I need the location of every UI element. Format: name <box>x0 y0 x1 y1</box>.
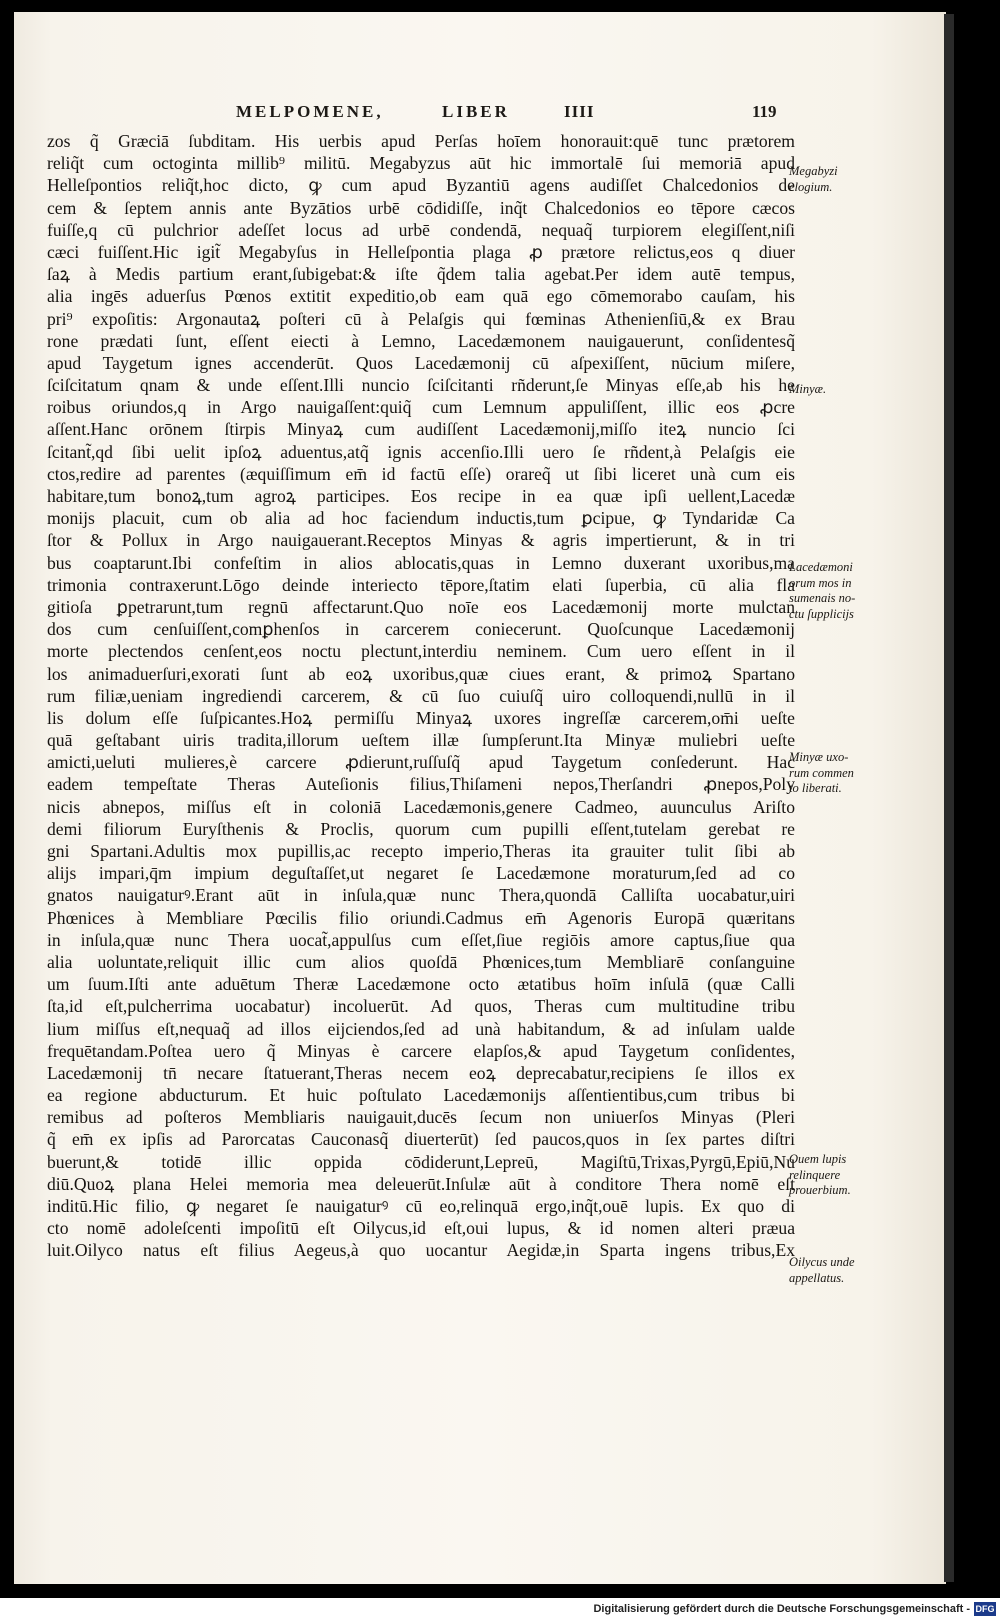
marginal-note-line: Ouem lupis <box>789 1152 847 1166</box>
text-line: diū.Quoꝝ plana Helei memoria mea deleuerūt.Inſulæ aūt à conditore Thera nomē eſt <box>47 1173 795 1194</box>
text-line: zos q̃ Græciā ſubditam. His uerbis apud Perſas hoīem honorauit:quē tunc prætorem <box>47 131 795 151</box>
text-line: frequētandam.Poſtea uero q̃ Minyas è carcere elapſos,& apud Taygetum conſidentes, <box>47 1040 795 1061</box>
text-line: buerunt,& totidē illic oppida cōdiderunt,Lepreū, Magiſtū,Trixas,Pyrgū,Epiū,Nu <box>47 1151 795 1172</box>
running-head-title: MELPOMENE, <box>236 102 384 121</box>
marginal-note-lacedaemoni <box>789 560 881 622</box>
text-line: eadem tempeſtate Theras Auteſionis filius,Thiſameni nepos,Therſandri ꝓnepos,Poly <box>47 774 795 795</box>
text-line: pri⁹ expoſitis: Argonautaꝝ poſteri cū à Pelaſgis qui fœminas Athenienſiū,& ex Brau <box>47 308 795 329</box>
marginal-note-line: sumenais no- <box>789 591 856 605</box>
marginal-note-line: relinquere <box>789 1167 841 1182</box>
text-line: alia ingēs aduerſus Pœnos extitit expeditio,ob eam quā ego cōmemorabo cauſam, his <box>47 286 795 307</box>
text-line: bus coaptarunt.Ibi confeſtim in alios ablocatis,quas in Lemno duxerant uxoribus,ma <box>47 552 795 573</box>
text-line: gni Spartani.Adultis mox pupillis,ac recepto imperio,Theras ita grauiter tulit ſibi ab <box>47 841 795 861</box>
marginal-note-line: Lacedæmoni <box>789 560 853 574</box>
marginal-note-line: rum commen <box>789 765 854 780</box>
funding-credit: Digitalisierung gefördert durch die Deutsche Forschungsgemeinschaft - <box>593 1603 970 1615</box>
text-line: amicti,ueluti mulieres,è carcere ꝓdierunt,ruſſuſq̃ apud Taygetum conſederunt. Hac <box>47 752 795 773</box>
main-text-block <box>47 130 795 1262</box>
marginal-note-line: orum mos in <box>789 575 852 590</box>
marginal-note-line: Minyæ. <box>789 382 827 396</box>
running-head <box>14 102 946 130</box>
text-line: ea regione abducturum. Et huic poſtulato Lacedæmonijs aſſentientibus,cum tribus bi <box>47 1085 795 1106</box>
page-scan <box>14 12 946 1584</box>
text-line: Helleſpontios reliq̃t,hoc dicto, ꝙ cum apud Byzantiū agens audiſſet Chalcedonios de <box>47 175 795 196</box>
text-line: lium miſſus eſt,nequaq̃ ad illos eijciendos,ſed ad unà habitandum, & ad inſulam ualde <box>47 1018 795 1039</box>
text-line: monijs placuit, cum ob alia ad hoc faciendum inductis,tum ꝑcipue, ꝙ Tyndaridæ Ca <box>47 508 795 529</box>
text-line: Phœnices à Membliare Pœcilis filio oriundi.Cadmus em̄ Agenoris Europā quæritans <box>47 907 795 928</box>
running-head-book-number: IIII <box>564 102 595 121</box>
text-line: ſta,id eſt,pulcherrima uocabatur) incoluerūt. Ad quos, Theras cum multitudine tribu <box>47 996 795 1017</box>
text-line: habitare,tum bonoꝝ,tum agroꝝ participes. Eos recipe in ea quæ ipſi uellent,Lacedæ <box>47 486 795 506</box>
marginal-note-oilycus <box>789 1255 881 1286</box>
text-line: q̃ em̄ ex ipſis ad Parorcatas Cauconasq̃ diuerterūt) ſed paucos,quos in ſex partes diſtri <box>47 1129 795 1150</box>
text-line: luit.Oilyco natus eſt filius Aegeus,à quo uocantur Aegidæ,in Sparta ingens tribus,Ex <box>47 1240 795 1261</box>
text-line: ſaꝝ à Medis partium erant,ſubigebat:& iſte q̃dem talia agebat.Per idem autē tempus, <box>47 264 795 285</box>
folio-number: 119 <box>752 102 777 121</box>
marginal-note-line: Oilycus unde <box>789 1255 855 1269</box>
text-line: gnatos nauigaturꝰ.Erant aūt in inſula,quæ nunc Thera,quondā Calliſta uocabatur,uiri <box>47 885 795 906</box>
marginal-note-line: Minyæ uxo- <box>789 750 849 764</box>
marginal-note-line: to liberati. <box>789 781 842 795</box>
text-line: apud Taygetum ignes accenderūt. Quos Lacedæmonij cū aſpexiſſent, nūcium miſere, <box>47 352 795 373</box>
text-line: dos cum cenſuiſſent,comꝑhenſos in carcerem coniecerunt. Quoſcunque Lacedæmonij <box>47 619 795 640</box>
text-line: Lacedæmonij tn̄ necare ſtatuerant,Theras necem eoꝝ deprecabatur,recipiens ſe illos ex <box>47 1062 795 1083</box>
text-line: quā geſtabant uiris tradita,illorum ueſtem illæ ſumpſerunt.Ita Minyæ muliebri ueſte <box>47 730 795 751</box>
text-line: remibus ad poſteros Membliaris nauigauit,ducēs ſecum non uniuerſos Minyas (Pleri <box>47 1107 795 1128</box>
text-line: alijs impari,q̄m impium deguſtaſſet,ut negaret ſe Lacedæmone moraturum,ſed ad co <box>47 863 795 884</box>
text-line: gitioſa ꝑpetrarunt,tum regnū affectarunt.Quo noīe eos Lacedæmonij morte mulctan <box>47 596 795 617</box>
text-line: cæci fuiſſent.Hic igit̃ Megabyſus in Helleſpontia plaga ꝓ prætore relictus,eos q diuer <box>47 241 795 262</box>
text-line: cto nomē adoleſcenti impoſitū eſt Oilycus,id eſt,oui lupus, & id nomen alteri præua <box>47 1218 795 1239</box>
marginal-note-line: elogium. <box>789 179 833 194</box>
text-line: demi filiorum Euryſthenis & Proclis, quorum cum pupilli eſſent,tutelam gerebat re <box>47 818 795 839</box>
marginal-note-line: Megabyzi <box>789 164 838 178</box>
text-line: morte plectendos cenſent,eos noctu plectunt,interdiu neminem. Cum uero eſſent in il <box>47 641 795 662</box>
marginal-note-minyae-uxorum <box>789 750 881 797</box>
text-line: um ſuum.Iſti ante aduētum Theræ Lacedæmone octo ætatibus hoīm inſulā (quæ Calli <box>47 974 795 995</box>
footer-bar <box>0 1598 1000 1623</box>
text-line: lis dolum eſſe ſuſpicantes.Hoꝝ permiſſu Minyaꝝ uxores ingreſſæ carcerem,om̄i ueſte <box>47 707 795 728</box>
marginal-note-ouem-lupis <box>789 1152 881 1199</box>
text-line: fuiſſe,q cū pulchrior adeſſet locus ad urbē condendā, nequaq̃ turpiorem elegiſſent,niſi <box>47 219 795 240</box>
text-line: aſſent.Hanc orōnem ſtirpis Minyaꝝ cum audiſſent Lacedæmonij,miſſo iteꝝ nuncio ſci <box>47 419 795 440</box>
text-line: trimonia contraxerunt.Lōgo deinde interiecto tēpore,ſtatim elati ſuperbia, cū alia fla <box>47 574 795 595</box>
marginal-note-minyae <box>789 382 881 398</box>
marginal-note-line: ctu ſupplicijs <box>789 606 854 621</box>
text-line: rum filiæ,ueniam ingrediendi carcerem, & cū ſuo cuiuſq̃ uiro colloquendi,nullū in il <box>47 685 795 706</box>
text-line: ſtor & Pollux in Argo nauigauerant.Receptos Minyas & agris impertierunt, & in tri <box>47 530 795 551</box>
text-line: ſcitant̃,qd ſibi uelit ipſoꝝ aduentus,atq̃ ignis accenſio.Illi uero ſe rñdent,à Pelaſgis eie <box>47 441 795 462</box>
text-line: ctos,redire ad parentes (æquiſſimum em̄ id factū eſſe) orareq̃ ut ſibi liceret unà cum eis <box>47 463 795 484</box>
text-line: ſciſcitatum qnam & unde eſſent.Illi nuncio ſciſcitanti rñderunt,ſe Minyas eſſe,ab his he <box>47 375 795 396</box>
page-edge-shadow <box>944 14 954 1582</box>
dfg-logo: DFG <box>975 1604 995 1614</box>
marginal-note-line: prouerbium. <box>789 1183 851 1197</box>
text-line: alia uoluntate,reliquit illic cum alios quoſdā Phœnices,tum Membliarē conſanguine <box>47 951 795 972</box>
text-line: inditū.Hic filio, ꝙ negaret ſe nauigaturꝰ cū eo,relinquā ergo,inq̃t,ouē lupis. Ex quo di <box>47 1196 795 1216</box>
text-line: rone prædati ſunt, eſſent eiecti à Lemno, Lacedæmonem nauigauerunt, conſidentesq̃ <box>47 330 795 351</box>
text-line: los animaduerſuri,exorati ſunt ab eoꝝ uxoribus,quæ ciues erant, & primoꝝ Spartano <box>47 663 795 684</box>
marginal-note-megabyzi <box>789 164 881 195</box>
marginal-note-line: appellatus. <box>789 1270 845 1285</box>
text-line: roibus oriundos,q in Argo nauigaſſent:quiq̃ cum Lemnum appuliſſent, illic eos ꝓcre <box>47 397 795 418</box>
text-line: reliq̃t cum octoginta millib⁹ militū. Megabyzus aūt hic immortalē ſui memoriā apud <box>47 153 795 174</box>
running-head-liber: LIBER <box>442 102 510 121</box>
text-line: cem & ſeptem annis ante Byzātios urbē cōdidiſſe, inq̃t Chalcedonios eo tēpore cæcos <box>47 197 795 218</box>
text-line: in inſula,quæ nunc Thera uocat̃,appulſus cum eſſet,ſiue regiōis amore captus,ſiue qua <box>47 929 795 950</box>
text-line: nicis abnepos, miſſus eſt in coloniā Lacedæmonis,genere Cadmeo, auunculus Ariſto <box>47 796 795 817</box>
